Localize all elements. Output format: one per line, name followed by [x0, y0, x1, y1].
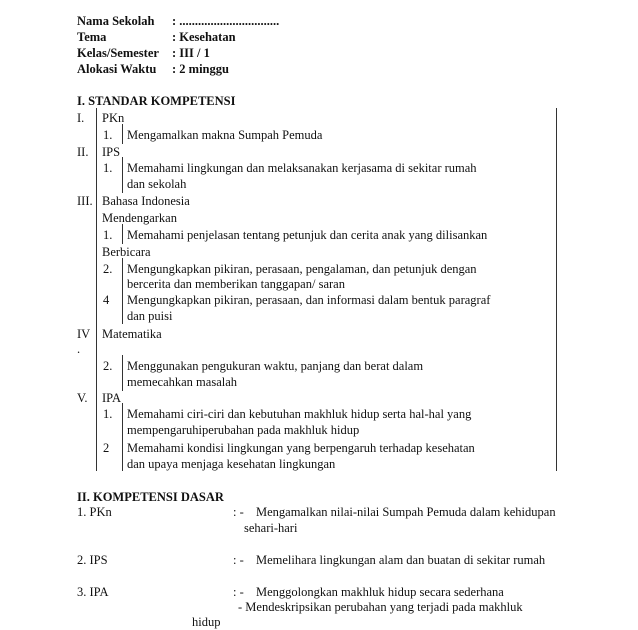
header-value: : ................................ — [172, 14, 280, 28]
subject-name: PKn — [102, 111, 125, 125]
item-number: 1. — [103, 407, 113, 421]
header-value: : III / 1 — [172, 46, 210, 60]
item-number: 2 — [103, 441, 110, 455]
row-number: IV — [77, 327, 91, 341]
section-title-standar-kompetensi: I. STANDAR KOMPETENSI — [77, 94, 236, 108]
item-text: Mengungkapkan pikiran, perasaan, dan informasi dalam bentuk paragraf — [127, 293, 491, 307]
header-label: Kelas/Semester — [77, 46, 159, 60]
subject-name: Bahasa Indonesia — [102, 194, 190, 208]
item-number: 2. — [103, 262, 113, 276]
kd-label: 3. IPA — [77, 585, 109, 599]
kd-text: Mengamalkan nilai-nilai Sumpah Pemuda dalam kehidupan — [256, 505, 556, 519]
row-number: III. — [77, 194, 93, 208]
item-number: 1. — [103, 228, 113, 242]
item-text: Mengungkapkan pikiran, perasaan, pengalaman, dan petunjuk dengan — [127, 262, 477, 276]
header-label: Tema — [77, 30, 107, 44]
subject-name: IPS — [102, 145, 121, 159]
sub-heading: Mendengarkan — [102, 211, 177, 225]
item-text: Memahami lingkungan dan melaksanakan kerjasama di sekitar rumah — [127, 161, 477, 175]
sub-heading: Berbicara — [102, 245, 151, 259]
kd-text: Menggolongkan makhluk hidup secara sederhana — [256, 585, 504, 599]
kd-text: sehari-hari — [244, 521, 298, 535]
kd-text: Memelihara lingkungan alam dan buatan di sekitar rumah — [256, 553, 546, 567]
row-number: II. — [77, 145, 89, 159]
subject-name: Matematika — [102, 327, 162, 341]
item-number: 1. — [103, 161, 113, 175]
item-text: dan upaya menjaga kesehatan lingkungan — [127, 457, 336, 471]
row-number: I. — [77, 111, 85, 125]
kd-separator: : - — [233, 505, 244, 519]
item-text: mempengaruhiperubahan pada makhluk hidup — [127, 423, 360, 437]
item-text: Mengamalkan makna Sumpah Pemuda — [127, 128, 323, 142]
inner-divider — [122, 355, 123, 391]
table-left-border — [96, 108, 97, 471]
kd-label: 2. IPS — [77, 553, 108, 567]
item-text: memecahkan masalah — [127, 375, 238, 389]
header-value: : Kesehatan — [172, 30, 236, 44]
inner-divider — [122, 157, 123, 193]
item-number: 1. — [103, 128, 113, 142]
item-text: dan sekolah — [127, 177, 187, 191]
row-number: V. — [77, 391, 88, 405]
item-text: Memahami ciri-ciri dan kebutuhan makhluk hidup serta hal-hal yang — [127, 407, 472, 421]
header-label: Nama Sekolah — [77, 14, 155, 28]
kd-text: hidup — [192, 615, 221, 629]
kd-separator: : - — [233, 553, 244, 567]
inner-divider — [122, 224, 123, 244]
item-number: 2. — [103, 359, 113, 373]
inner-divider — [122, 124, 123, 144]
item-text: bercerita dan memberikan tanggapan/ saran — [127, 277, 345, 291]
header-label: Alokasi Waktu — [77, 62, 157, 76]
kd-label: 1. PKn — [77, 505, 112, 519]
item-text: Memahami kondisi lingkungan yang berpengaruh terhadap kesehatan — [127, 441, 475, 455]
subject-name: IPA — [102, 391, 121, 405]
inner-divider — [122, 258, 123, 324]
inner-divider — [122, 403, 123, 471]
item-text: Menggunakan pengukuran waktu, panjang dan berat dalam — [127, 359, 424, 373]
item-text: dan puisi — [127, 309, 173, 323]
table-right-border — [556, 108, 557, 471]
header-value: : 2 minggu — [172, 62, 229, 76]
section-title-kompetensi-dasar: II. KOMPETENSI DASAR — [77, 490, 224, 504]
kd-separator: : - — [233, 585, 244, 599]
row-number-dot: . — [77, 342, 81, 356]
kd-text: - Mendeskripsikan perubahan yang terjadi pada makhluk — [238, 600, 523, 614]
item-text: Memahami penjelasan tentang petunjuk dan cerita anak yang dilisankan — [127, 228, 488, 242]
item-number: 4 — [103, 293, 110, 307]
